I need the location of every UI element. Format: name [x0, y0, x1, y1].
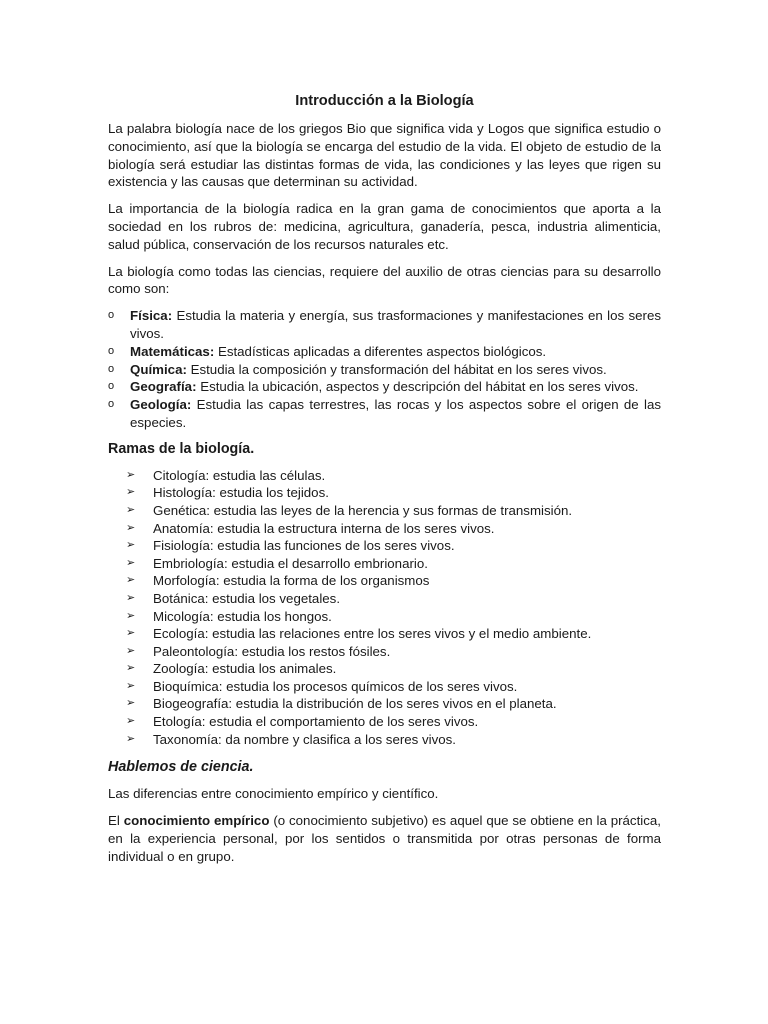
empirical-lead: El: [108, 813, 124, 829]
list-item: [126, 555, 661, 573]
science-heading: Hablemos de ciencia.: [108, 759, 254, 776]
science-description: Estadísticas aplicadas a diferentes aspectos biológicos.: [214, 343, 547, 359]
list-item: [126, 572, 661, 590]
list-item: [108, 343, 661, 361]
arrow-bullet-icon: ➢: [126, 539, 136, 552]
science-description: Estudia la ubicación, aspectos y descripción del hábitat en los seres vivos.: [196, 379, 639, 395]
list-item: [126, 625, 661, 643]
branch-text: Morfología: estudia la forma de los organismos: [153, 573, 430, 589]
branch-text: Anatomía: estudia la estructura interna de los seres vivos.: [153, 520, 495, 536]
list-item: [126, 695, 661, 713]
arrow-bullet-icon: ➢: [126, 644, 136, 657]
list-item: [126, 502, 661, 520]
list-item: [126, 484, 661, 502]
arrow-bullet-icon: ➢: [126, 486, 136, 499]
science-term: Geología:: [130, 397, 192, 413]
branch-text: Ecología: estudia las relaciones entre los seres vivos y el medio ambiente.: [153, 626, 592, 642]
arrow-bullet-icon: ➢: [126, 627, 136, 640]
circle-bullet-icon: o: [108, 344, 115, 357]
arrow-bullet-icon: ➢: [126, 662, 136, 675]
list-item: [108, 378, 661, 396]
science-term: Geografía:: [130, 379, 197, 395]
list-item: [126, 608, 661, 626]
arrow-bullet-icon: ➢: [126, 732, 136, 745]
branch-text: Embriología: estudia el desarrollo embrionario.: [153, 555, 428, 571]
circle-bullet-icon: o: [108, 362, 115, 375]
list-item: [108, 307, 661, 343]
branch-text: Zoología: estudia los animales.: [153, 661, 337, 677]
branch-text: Citología: estudia las células.: [153, 467, 326, 483]
list-item: [126, 467, 661, 485]
list-item: [126, 731, 661, 749]
intro-paragraph: La palabra biología nace de los griegos Bio que significa vida y Logos que significa estudio o conocimiento, así que la biología se encarga del estudio de la vida. El objeto de estudio de la biología será estudiar las distintas formas de vida, las condiciones y las leyes que rigen su existencia y las causas que determinan su actividad.: [108, 121, 661, 190]
branch-text: Genética: estudia las leyes de la herencia y sus formas de transmisión.: [153, 502, 573, 518]
science-description: Estudia la materia y energía, sus trasformaciones y manifestaciones en los seres vivos.: [130, 308, 661, 341]
branch-text: Bioquímica: estudia los procesos químicos de los seres vivos.: [153, 678, 518, 694]
branches-list: [126, 467, 661, 749]
list-item: [126, 590, 661, 608]
arrow-bullet-icon: ➢: [126, 556, 136, 569]
arrow-bullet-icon: ➢: [126, 679, 136, 692]
empirical-description: (o conocimiento subjetivo) es aquel que se obtiene en la práctica, en la experiencia personal, por los sentidos o transmitida por otras personas de forma individual o en grupo.: [108, 813, 661, 864]
branch-text: Micología: estudia los hongos.: [153, 608, 332, 624]
circle-bullet-icon: o: [108, 309, 115, 322]
auxiliary-sciences-paragraph: La biología como todas las ciencias, requiere del auxilio de otras ciencias para su desarrollo como son:: [108, 263, 661, 297]
science-description: Estudia las capas terrestres, las rocas y los aspectos sobre el origen de las especies.: [130, 397, 661, 430]
list-item: [126, 678, 661, 696]
page-title: Introducción a la Biología: [295, 93, 474, 109]
arrow-bullet-icon: ➢: [126, 521, 136, 534]
circle-bullet-icon: o: [108, 380, 115, 393]
science-term: Física:: [130, 308, 173, 324]
branch-text: Fisiología: estudia las funciones de los seres vivos.: [153, 538, 455, 554]
list-item: [126, 660, 661, 678]
science-term: Matemáticas:: [130, 343, 215, 359]
branch-text: Etología: estudia el comportamiento de los seres vivos.: [153, 714, 479, 730]
list-item: [108, 396, 661, 432]
arrow-bullet-icon: ➢: [126, 697, 136, 710]
list-item: [126, 713, 661, 731]
science-term: Química:: [130, 361, 187, 377]
arrow-bullet-icon: ➢: [126, 468, 136, 481]
empirical-term: conocimiento empírico: [123, 813, 270, 829]
branch-text: Paleontología: estudia los restos fósiles.: [153, 643, 391, 659]
arrow-bullet-icon: ➢: [126, 591, 136, 604]
empirical-knowledge-paragraph: [108, 812, 661, 865]
arrow-bullet-icon: ➢: [126, 609, 136, 622]
auxiliary-sciences-list: [108, 307, 661, 432]
branch-text: Taxonomía: da nombre y clasifica a los seres vivos.: [153, 731, 457, 747]
science-intro-paragraph: Las diferencias entre conocimiento empírico y científico.: [108, 786, 439, 802]
arrow-bullet-icon: ➢: [126, 715, 136, 728]
branches-heading: Ramas de la biología.: [108, 440, 255, 457]
science-description: Estudia la composición y transformación del hábitat en los seres vivos.: [186, 361, 607, 377]
list-item: [126, 520, 661, 538]
importance-paragraph: La importancia de la biología radica en la gran gama de conocimientos que aporta a la sociedad en los rubros de: medicina, agricultura, ganadería, pesca, industria alimenticia, salud pública, conservación de los recursos naturales etc.: [108, 201, 661, 252]
list-item: [108, 361, 661, 379]
list-item: [126, 537, 661, 555]
arrow-bullet-icon: ➢: [126, 574, 136, 587]
arrow-bullet-icon: ➢: [126, 503, 136, 516]
circle-bullet-icon: o: [108, 398, 115, 411]
list-item: [126, 643, 661, 661]
branch-text: Biogeografía: estudia la distribución de los seres vivos en el planeta.: [153, 696, 557, 712]
branch-text: Histología: estudia los tejidos.: [153, 485, 329, 501]
branch-text: Botánica: estudia los vegetales.: [153, 590, 341, 606]
